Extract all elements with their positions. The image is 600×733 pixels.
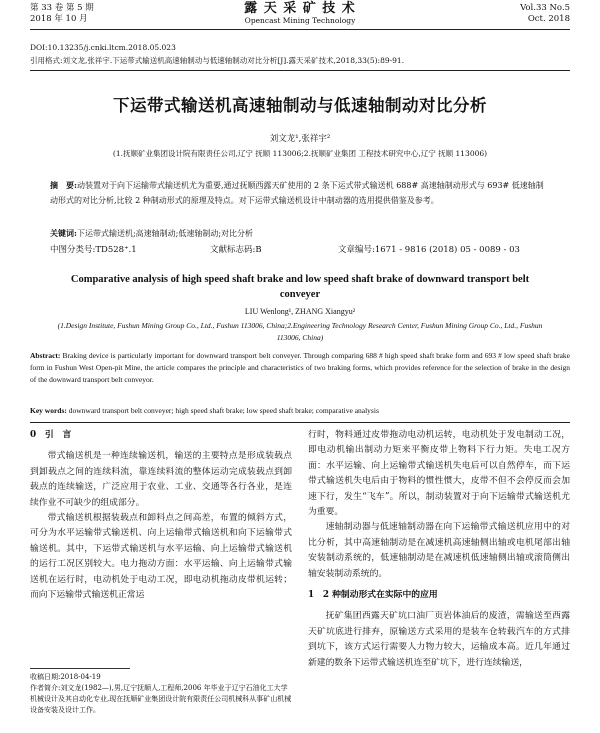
header-date-cn: 2018 年 10 月	[30, 14, 88, 24]
paragraph: 带式输送机根据装载点和卸料点之间高差，布置的倾斜方式，可分为水平运输带式输送机、向上运输带式输送机和向下运输带式输送机。其中，下运带式输送机与水平运输、向上运输带式输送机的运行工况区别较大。电力拖动方面：水平运输、向上运输带式输送机在运行时，电动机处于电动工况，即电动机拖动皮带机运转；而向下运输带式输送机正常运	[30, 513, 292, 601]
journal-masthead	[0, 2, 600, 25]
abstract-cn	[50, 178, 550, 208]
clc-number: 中图分类号:TD528⁺.1	[50, 245, 137, 255]
body-left-column	[30, 428, 292, 603]
paragraph: 速轴制动器与低速轴制动器在向下运输带式输送机应用中的对比分析，其中高速轴制动是在减速机高速轴侧出轴或电机尾部出轴安装制动系统的，低速轴制动是在减速机低速轴侧出轴或滚筒侧出轴安装制动系统的。	[308, 522, 570, 579]
abstract-cn-label: 摘 要:	[50, 180, 77, 190]
document-code: 文献标志码:B	[210, 245, 262, 255]
paper-title-cn: 下运带式输送机高速轴制动与低速轴制动对比分析	[113, 96, 487, 115]
paper-title-en: Comparative analysis of high speed shaft brake and low speed shaft brake of downward transport belt conveyer	[70, 274, 530, 300]
doi: DOI:10.13235/j.cnki.ltcm.2018.05.023	[30, 43, 176, 52]
authors-en: LIU Wenlong¹, ZHANG Xiangyu²	[244, 307, 356, 316]
abstract-en-text: Braking device is particularly important for downward transport belt conveyer. Through comparing 688 # high speed shaft brake form and 693 # low speed shaft brake form in Fushun West Open-pit Mine, the article compares the principle and characteristics of two braking forms, which provides reference for the selection of brake in the design of the downward transport belt conveyor.	[30, 351, 570, 384]
footnote	[30, 672, 292, 716]
authors-cn: 刘文龙¹,张祥宇²	[269, 134, 331, 144]
footnote-rule	[30, 668, 130, 669]
affiliation-cn: (1.抚顺矿业集团设计院有限责任公司,辽宁 抚顺 113006;2.抚顺矿业集团 工程技术研究中心,辽宁 抚顺 113006)	[112, 149, 488, 158]
keywords-en-label: Key words:	[30, 406, 67, 415]
meta-rule	[30, 70, 570, 71]
section-rule	[30, 422, 570, 423]
keywords-en	[30, 406, 570, 415]
abstract-cn-text: 动装置对于向下运输带式输送机尤为重要,通过抚顺西露天矿使用的 2 条下运式带式输送机 688# 高速轴制动形式与 693# 低速轴制动形式的对比分析,比较 2 种制动形式的原理及特点。对下运带式输送机设计中制动器的选用提供借鉴及参考。	[50, 181, 544, 205]
keywords-cn-label: 关键词:	[50, 228, 77, 238]
journal-name-cn: 露 天 采 矿 技 术	[244, 1, 356, 16]
header-volume-en: Vol.33 No.5	[520, 3, 570, 13]
header-date-en: Oct. 2018	[527, 14, 570, 24]
affiliation-en: (1.Design Institute, Fushun Mining Group Co., Ltd., Fushun 113006, China;2.Engineering Technology Research Center, Fushun Mining Group Co., Ltd., Fushun 113006, China)	[57, 321, 543, 342]
paragraph: 抚矿集团西露天矿坑口油厂页岩体油后的废渣，需输送至西露天矿坑底进行排弃，原输送方式采用的是装车仓转载汽车的方式排到坑下，该方式运行需要人力物力较大，运输成本高。近几年通过新建的数条下运带式输送机连至矿坑下，进行连续输送，	[308, 611, 570, 668]
header-volume-cn: 第 33 卷 第 5 期	[30, 3, 94, 13]
received-date: 收稿日期:2018-04-19	[30, 673, 101, 681]
journal-name-en: Opencast Mining Technology	[244, 16, 356, 25]
keywords-en-text: downward transport belt conveyer; high speed shaft brake; low speed shaft brake; comparative analysis	[66, 406, 379, 415]
paragraph: 带式输送机是一种连续输送机，输送的主要特点是形成装载点到卸载点之间的连续料流，靠连续料流的整体运动完成装载点到卸载点的连续输送，广泛应用于农业、工业、交通等各行各业，是连续作业不可缺少的组成部分。	[30, 451, 292, 508]
header-volume-en-block	[520, 3, 570, 25]
keywords-cn	[50, 226, 550, 242]
abstract-en	[30, 350, 570, 386]
abstract-en-label: Abstract:	[30, 351, 61, 360]
author-bio: 作者简介:刘文龙(1982—),男,辽宁抚顺人,工程师,2006 年毕业于辽宁石油化工大学机械设计及其自动化专业,现在抚顺矿业集团设计院有限责任公司机械科从事矿山机械设备安装及设计工作。	[30, 684, 292, 714]
header-rule	[30, 29, 570, 30]
section-heading-1: 1 2 种制动形式在实际中的应用	[308, 590, 438, 601]
keywords-cn-text: 下运带式输送机;高速轴制动;低速轴制动;对比分析	[76, 229, 254, 238]
body-right-column	[308, 428, 570, 671]
paragraph: 行时，物料通过皮带拖动电动机运转，电动机处于发电制动工况，即电动机输出制动力矩来平衡皮带上物料下行力矩。失电工况方面：水平运输、向上运输带式输送机失电后可以自然停车，而下运带式输送机失电后由于物料的惯性惯大，皮带不但不会停反而会加速下行，发生“飞车”。所以，制动装置对于向下运输带式输送机尤为重要。	[308, 430, 570, 518]
citation: 引用格式:刘文龙,张祥宇.下运带式输送机高速轴制动与低速轴制动对比分析[J].露天采矿技术,2018,33(5):89-91.	[30, 56, 405, 65]
section-heading-intro: 0 引 言	[30, 430, 72, 440]
article-number: 文章编号:1671 - 9816 (2018) 05 - 0089 - 03	[338, 245, 520, 255]
